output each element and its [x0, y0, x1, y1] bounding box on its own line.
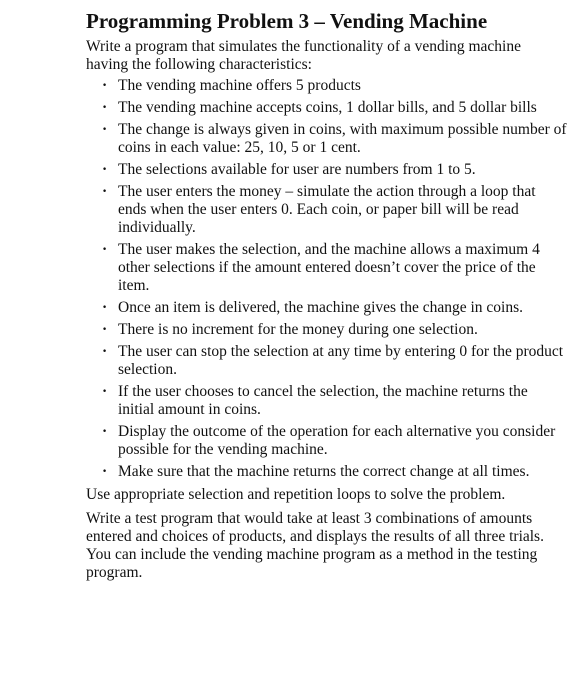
list-item-text: There is no increment for the money during one selection.: [118, 321, 478, 338]
list-item: [86, 121, 567, 157]
list-item-text: Once an item is delivered, the machine gives the change in coins.: [118, 299, 524, 316]
document-title: Programming Problem 3 – Vending Machine: [86, 9, 488, 33]
characteristics-list: [86, 77, 567, 481]
bullet-marker: ·: [102, 423, 108, 440]
bullet-marker: ·: [102, 77, 108, 94]
bullet-marker: ·: [102, 463, 108, 480]
list-item-text: The selections available for user are numbers from 1 to 5.: [118, 161, 476, 178]
list-item-text: Display the outcome of the operation for each alternative you consider possible for the vending machine.: [118, 423, 556, 458]
bullet-marker: ·: [102, 121, 108, 138]
bullet-marker: ·: [102, 383, 108, 400]
list-item: [86, 161, 567, 179]
list-item-text: The user can stop the selection at any time by entering 0 for the product selection.: [118, 343, 564, 378]
bullet-marker: ·: [102, 161, 108, 178]
list-item-text: The user makes the selection, and the machine allows a maximum 4 other selections if the amount entered doesn’t cover the price of the item.: [118, 241, 540, 294]
bullet-marker: ·: [102, 299, 108, 316]
bullet-marker: ·: [102, 321, 108, 338]
intro-paragraph: Write a program that simulates the functionality of a vending machine having the following characteristics:: [86, 38, 521, 73]
list-item: [86, 77, 567, 95]
list-item: [86, 183, 567, 237]
list-item-text: The user enters the money – simulate the action through a loop that ends when the user enters 0. Each coin, or paper bill will be read individually.: [118, 183, 536, 236]
list-item-text: If the user chooses to cancel the selection, the machine returns the initial amount in coins.: [118, 383, 528, 418]
bullet-marker: ·: [102, 343, 108, 360]
list-item: [86, 99, 567, 117]
list-item: [86, 423, 567, 459]
bullet-marker: ·: [102, 99, 108, 116]
list-item-text: Make sure that the machine returns the correct change at all times.: [118, 463, 530, 480]
test-program-paragraph: Write a test program that would take at least 3 combinations of amounts entered and choices of products, and displays the results of all three trials. You can include the vending machine program as a method in the testing program.: [86, 510, 544, 581]
list-item-text: The vending machine accepts coins, 1 dollar bills, and 5 dollar bills: [118, 99, 537, 116]
list-item: [86, 299, 567, 317]
list-item: [86, 343, 567, 379]
list-item: [86, 321, 567, 339]
list-item-text: The vending machine offers 5 products: [118, 77, 361, 94]
instructions-paragraph: Use appropriate selection and repetition loops to solve the problem.: [86, 486, 506, 503]
bullet-marker: ·: [102, 183, 108, 200]
list-item: [86, 241, 567, 295]
list-item-text: The change is always given in coins, with maximum possible number of coins in each value: 25, 10, 5 or 1 cent.: [118, 121, 567, 156]
list-item: [86, 463, 567, 481]
list-item: [86, 383, 567, 419]
bullet-marker: ·: [102, 241, 108, 258]
